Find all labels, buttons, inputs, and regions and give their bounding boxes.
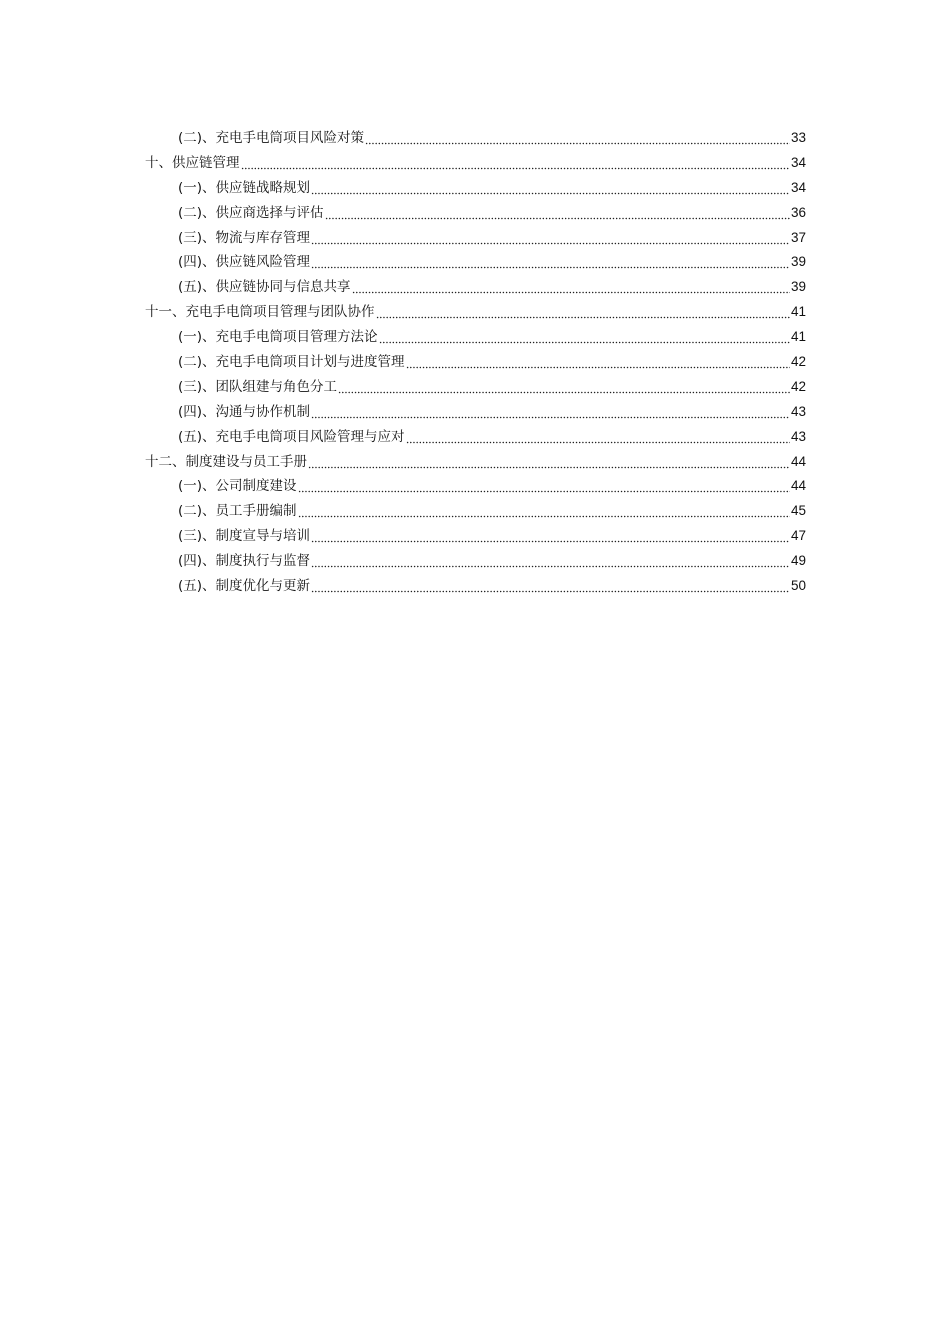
toc-dot-leader bbox=[311, 256, 790, 270]
toc-entry-title: (二)、员工手册编制 bbox=[178, 503, 297, 520]
toc-entry-title: 十、供应链管理 bbox=[145, 154, 240, 171]
toc-dot-leader bbox=[311, 405, 790, 419]
toc-entry-title: 十一、充电手电筒项目管理与团队协作 bbox=[145, 304, 375, 321]
toc-entry[interactable] bbox=[145, 226, 806, 251]
toc-page-number: 45 bbox=[790, 503, 806, 519]
toc-entry[interactable] bbox=[145, 524, 806, 549]
toc-entry[interactable] bbox=[145, 275, 806, 300]
toc-page-number: 41 bbox=[790, 329, 806, 345]
toc-entry-title: (四)、制度执行与监督 bbox=[178, 553, 311, 570]
toc-entry[interactable] bbox=[145, 375, 806, 400]
toc-dot-leader bbox=[311, 555, 790, 569]
toc-dot-leader bbox=[311, 181, 790, 195]
toc-page-number: 39 bbox=[790, 254, 806, 270]
toc-page-number: 49 bbox=[790, 553, 806, 569]
toc-page-number: 42 bbox=[790, 354, 806, 370]
toc-entry-title: (一)、供应链战略规划 bbox=[178, 179, 311, 196]
toc-entry[interactable] bbox=[145, 549, 806, 574]
toc-page-number: 43 bbox=[790, 428, 806, 444]
toc-page-number: 42 bbox=[790, 378, 806, 394]
toc-dot-leader bbox=[308, 455, 790, 469]
toc-entry[interactable] bbox=[145, 450, 806, 475]
toc-entry-title: (四)、供应链风险管理 bbox=[178, 254, 311, 271]
table-of-contents bbox=[145, 126, 806, 599]
toc-entry-title: (五)、供应链协同与信息共享 bbox=[178, 279, 351, 296]
toc-entry[interactable] bbox=[145, 176, 806, 201]
toc-entry-title: (二)、充电手电筒项目风险对策 bbox=[178, 130, 365, 146]
toc-dot-leader bbox=[338, 380, 790, 394]
toc-entry[interactable] bbox=[145, 400, 806, 425]
toc-page-number: 33 bbox=[790, 130, 806, 145]
toc-page-number: 39 bbox=[790, 279, 806, 295]
toc-entry-title: (一)、充电手电筒项目管理方法论 bbox=[178, 329, 378, 346]
toc-page-number: 37 bbox=[790, 229, 806, 245]
toc-dot-leader bbox=[376, 306, 790, 320]
toc-dot-leader bbox=[365, 132, 790, 146]
toc-entry[interactable] bbox=[145, 300, 806, 325]
toc-entry-title: (一)、公司制度建设 bbox=[178, 478, 297, 495]
toc-dot-leader bbox=[325, 206, 790, 220]
toc-entry-title: (五)、充电手电筒项目风险管理与应对 bbox=[178, 428, 405, 445]
toc-entry[interactable] bbox=[145, 151, 806, 176]
toc-page-number: 41 bbox=[790, 304, 806, 320]
toc-dot-leader bbox=[406, 430, 790, 444]
toc-dot-leader bbox=[379, 331, 790, 345]
toc-dot-leader bbox=[241, 156, 790, 170]
toc-entry[interactable] bbox=[145, 499, 806, 524]
toc-dot-leader bbox=[406, 356, 790, 370]
toc-entry[interactable] bbox=[145, 574, 806, 599]
toc-dot-leader bbox=[298, 505, 790, 519]
toc-entry[interactable] bbox=[145, 350, 806, 375]
toc-entry-title: (二)、充电手电筒项目计划与进度管理 bbox=[178, 354, 405, 371]
toc-entry-title: (三)、制度宣导与培训 bbox=[178, 528, 311, 545]
toc-dot-leader bbox=[311, 530, 790, 544]
toc-entry-title: (二)、供应商选择与评估 bbox=[178, 204, 324, 221]
toc-entry[interactable] bbox=[145, 201, 806, 226]
toc-page-number: 44 bbox=[790, 453, 806, 469]
toc-page-number: 34 bbox=[790, 179, 806, 195]
toc-entry[interactable] bbox=[145, 474, 806, 499]
toc-entry[interactable] bbox=[145, 126, 806, 151]
toc-page-number: 44 bbox=[790, 478, 806, 494]
toc-entry-title: (三)、物流与库存管理 bbox=[178, 229, 311, 246]
toc-dot-leader bbox=[311, 231, 790, 245]
toc-page-number: 43 bbox=[790, 403, 806, 419]
toc-page-number: 50 bbox=[790, 578, 806, 594]
toc-page-number: 36 bbox=[790, 204, 806, 220]
toc-page-number: 34 bbox=[790, 154, 806, 170]
toc-dot-leader bbox=[311, 580, 790, 594]
toc-entry-title: (三)、团队组建与角色分工 bbox=[178, 378, 338, 395]
toc-entry-title: (五)、制度优化与更新 bbox=[178, 578, 311, 595]
toc-entry[interactable] bbox=[145, 325, 806, 350]
toc-entry-title: 十二、制度建设与员工手册 bbox=[145, 453, 307, 470]
toc-page-number: 47 bbox=[790, 528, 806, 544]
toc-dot-leader bbox=[298, 480, 790, 494]
toc-dot-leader bbox=[352, 281, 790, 295]
toc-entry[interactable] bbox=[145, 250, 806, 275]
toc-entry[interactable] bbox=[145, 425, 806, 450]
toc-entry-title: (四)、沟通与协作机制 bbox=[178, 403, 311, 420]
